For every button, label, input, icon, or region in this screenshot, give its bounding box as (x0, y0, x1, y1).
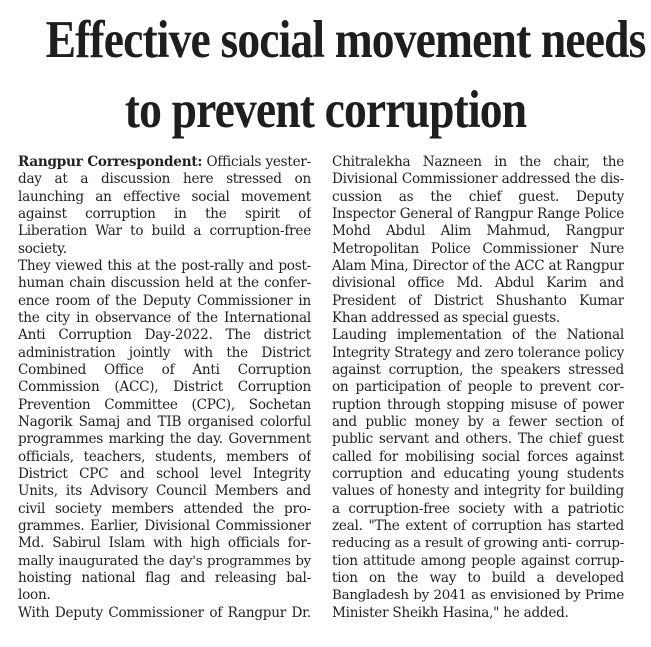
article-line: the city in observance of the International (18, 309, 311, 326)
article-line: ruption through stopping misuse of power (332, 396, 624, 413)
article-line: Units, its Advisory Council Members and (18, 483, 311, 500)
article-line: Alam Mina, Director of the ACC at Rangpur (332, 257, 624, 274)
article-line: Commission (ACC), District Corruption (18, 379, 311, 396)
article-line: Prevention Committee (CPC), Sochetan (18, 396, 311, 413)
article-line: Bangladesh by 2041 as envisioned by Prime (332, 588, 624, 604)
article-line: Liberation War to build a corruption-free (18, 223, 311, 240)
article-line: With Deputy Commissioner of Rangpur Dr. (18, 604, 311, 621)
article-line: called for mobilising social forces against (332, 448, 624, 465)
article-line: against corruption, the speakers stressed (332, 361, 624, 378)
article-line: zeal. "The extent of corruption has started (332, 517, 624, 534)
article-line: programmes marking the day. Government (18, 431, 311, 448)
article-line: Inspector General of Rangpur Range Police (332, 205, 624, 222)
article-line: human chain discussion held at the confer- (18, 275, 311, 292)
article-line: reducing as a result of growing anti- corrup- (332, 536, 624, 552)
article-line: on participation of people to prevent cor- (332, 379, 624, 396)
article-line: Divisional Commissioner addressed the dis- (332, 171, 624, 188)
article-line: launching an effective social movement (18, 188, 311, 205)
article-line-text: Officials yester- (202, 154, 311, 170)
article-line: They viewed this at the post-rally and post- (18, 257, 311, 274)
article-line: values of honesty and integrity for building (332, 483, 624, 500)
article-line: Combined Office of Anti Corruption (18, 361, 311, 378)
headline-line-1: Effective social movement needs (45, 11, 646, 69)
byline: Rangpur Correspondent: (18, 154, 203, 170)
article-line: corruption and educating young students (332, 465, 624, 482)
article-line: grammes. Earlier, Divisional Commissioner (18, 517, 311, 534)
article-line: Lauding implementation of the National (332, 327, 624, 344)
article-line: cussion as the chief guest. Deputy (332, 188, 624, 205)
article-left-column (18, 154, 311, 622)
article-line: ence room of the Deputy Commissioner in (18, 292, 311, 309)
article-line: and public money by a fewer section of (332, 413, 624, 430)
article-line: civil society members attended the pro- (18, 500, 311, 517)
article-line: hoisting national flag and releasing bal- (18, 569, 311, 586)
article-line: Mohd Abdul Alim Mahmud, Rangpur (332, 223, 624, 240)
article-line (18, 154, 311, 171)
article-line: public servant and others. The chief guest (332, 431, 624, 448)
article-line: President of District Shushanto Kumar (332, 292, 624, 309)
article-line: tion attitude among people against corrup- (332, 552, 624, 569)
article-line: society. (18, 240, 67, 257)
article-line: Minister Sheikh Hasina," he added. (332, 604, 569, 621)
article-line: day at a discussion here stressed on (18, 171, 311, 188)
article-line: mally inaugurated the day's programmes by (18, 553, 311, 569)
article-line: Md. Sabirul Islam with high officials for- (18, 535, 311, 552)
article-line: a corruption-free society with a patriotic (332, 500, 624, 517)
article-line: divisional office Md. Abdul Karim and (332, 275, 624, 292)
headline-line-2: to prevent corruption (124, 81, 527, 139)
article-line: Anti Corruption Day-2022. The district (18, 327, 311, 344)
article-line: Khan addressed as special guests. (332, 309, 561, 326)
article-line: administration jointly with the District (18, 344, 311, 361)
article-line: tion on the way to build a developed (332, 569, 624, 586)
article-line: loon. (18, 587, 51, 604)
article-line: against corruption in the spirit of (18, 205, 311, 222)
article-line: Integrity Strategy and zero tolerance policy (332, 344, 624, 361)
article-line: District CPC and school level Integrity (18, 465, 311, 482)
article-line: officials, teachers, students, members of (18, 448, 311, 465)
article-line: Metropolitan Police Commissioner Nure (332, 240, 624, 257)
article-right-column (332, 154, 624, 622)
article-line: Chitralekha Nazneen in the chair, the (332, 154, 624, 170)
article-line: Nagorik Samaj and TIB organised colorful (18, 413, 311, 430)
